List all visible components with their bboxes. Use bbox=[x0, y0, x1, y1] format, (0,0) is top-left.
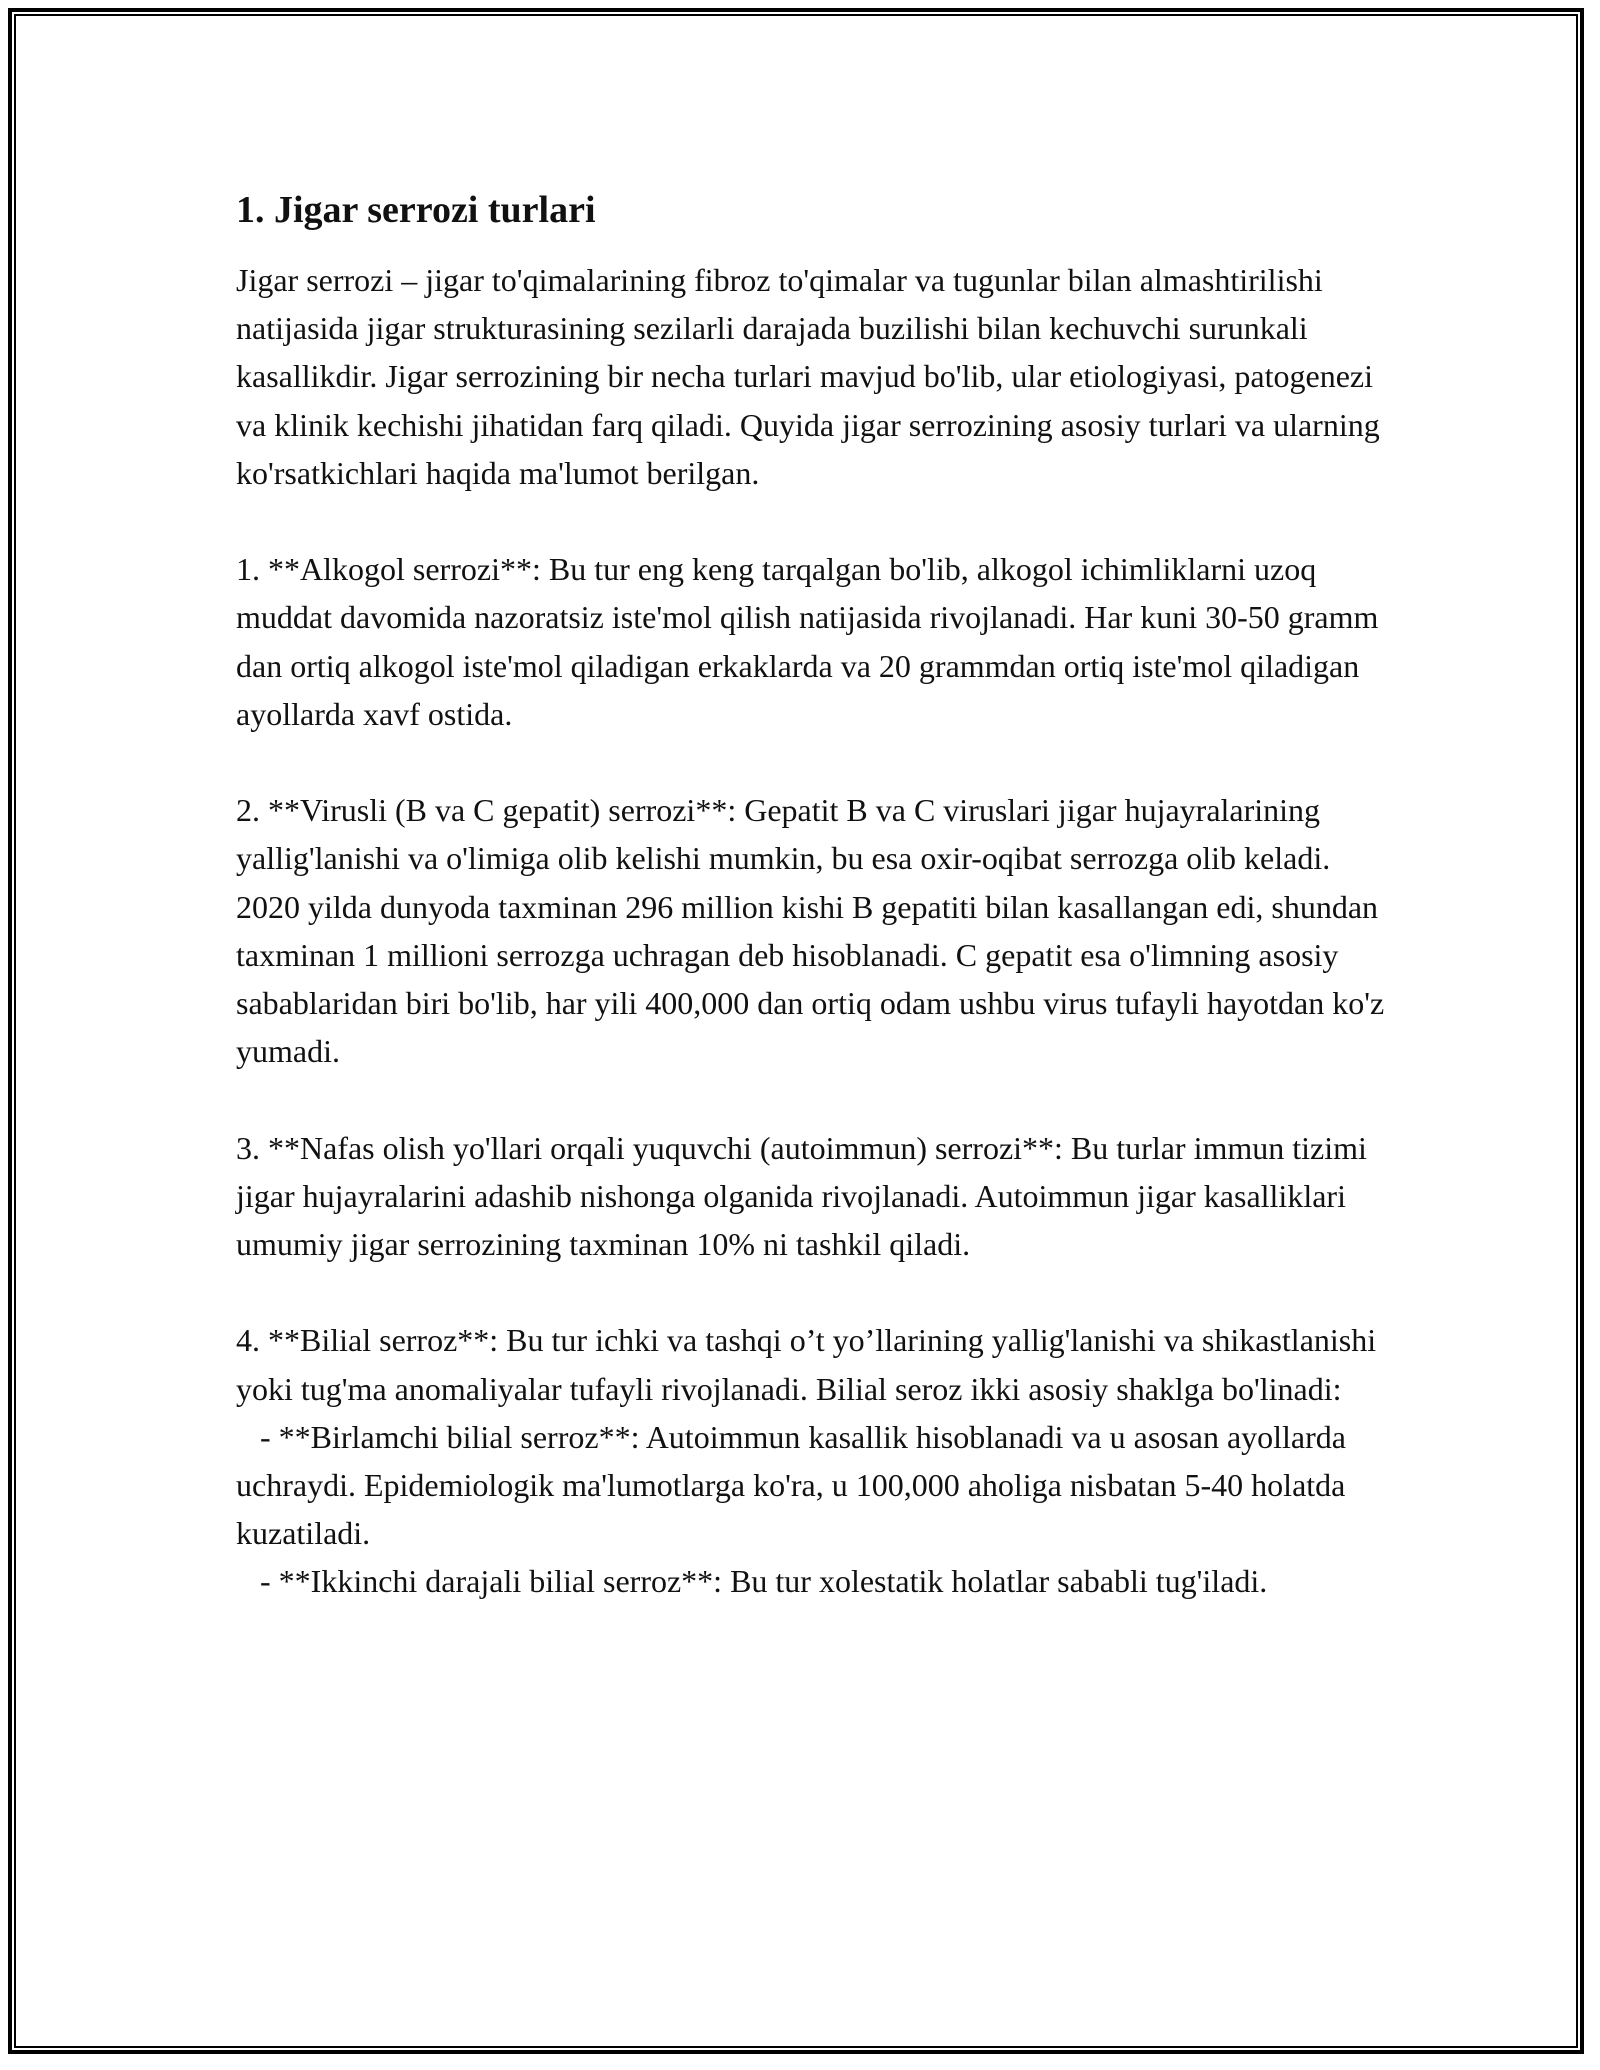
section-autoimmune-cirrhosis: 3. **Nafas olish yo'llari orqali yuquvchi (autoimmun) serrozi**: Bu turlar immun tizimi jigar hujayralarini adashib nishonga olganida rivojlanadi. Autoimmun jigar kasalliklari umumiy jigar serrozining taxminan 10% ni tashkil qiladi. bbox=[236, 1129, 1375, 1263]
document-body bbox=[236, 186, 1393, 1606]
section-alcoholic-cirrhosis: 1. **Alkogol serrozi**: Bu tur eng keng tarqalgan bo'lib, alkogol ichimliklarni uzoq muddat davomida nazoratsiz iste'mol qilish natijasida rivojlanadi. Har kuni 30-50 gramm dan ortiq alkogol iste'mol qiladigan erkaklarda va 20 grammdan ortiq iste'mol qiladigan ayollarda xavf ostida. bbox=[236, 551, 1387, 732]
section-viral-cirrhosis: 2. **Virusli (B va C gepatit) serrozi**: Gepatit B va C viruslari jigar hujayralarining yallig'lanishi va o'limiga olib kelishi mumkin, bu esa oxir-oqibat serrozga olib keladi. 2020 yilda dunyoda taxminan 296 million kishi B gepatiti bilan kasallangan edi, shundan taxminan 1 millioni serrozga uchragan deb hisoblanadi. C gepatit esa o'limning asosiy sabablaridan biri bo'lib, har yili 400,000 dan ortiq odam ushbu virus tufayli hayotdan ko'z yumadi. bbox=[236, 792, 1393, 1070]
section-biliary-cirrhosis: 4. **Bilial serroz**: Bu tur ichki va tashqi o’t yo’llarining yallig'lanishi va shikastlanishi yoki tug'ma anomaliyalar tufayli rivojlanadi. Bilial seroz ikki asosiy shaklga bo'linadi: - **Birlamchi bilial serroz**: Autoimmun kasallik hisoblanadi va u asosan ayollarda uchraydi. Epidemiologik ma'lumotlarga ko'ra, u 100,000 aholiga nisbatan 5-40 holatda kuzatiladi. - **Ikkinchi darajali bilial serroz**: Bu tur xolestatik holatlar sababli tug'iladi. bbox=[236, 1322, 1377, 1600]
page-title: 1. Jigar serrozi turlari bbox=[236, 189, 596, 231]
intro-paragraph: Jigar serrozi – jigar to'qimalarining fibroz to'qimalar va tugunlar bilan almashtirilishi natijasida jigar strukturasining sezilarli darajada buzilishi bilan kechuvchi surunkali kasallikdir. Jigar serrozining bir necha turlari mavjud bo'lib, ular etiologiyasi, patogenezi va klinik kechishi jihatidan farq qiladi. Quyida jigar serrozining asosiy turlari va ularning ko'rsatkichlari haqida ma'lumot berilgan. bbox=[236, 262, 1388, 491]
